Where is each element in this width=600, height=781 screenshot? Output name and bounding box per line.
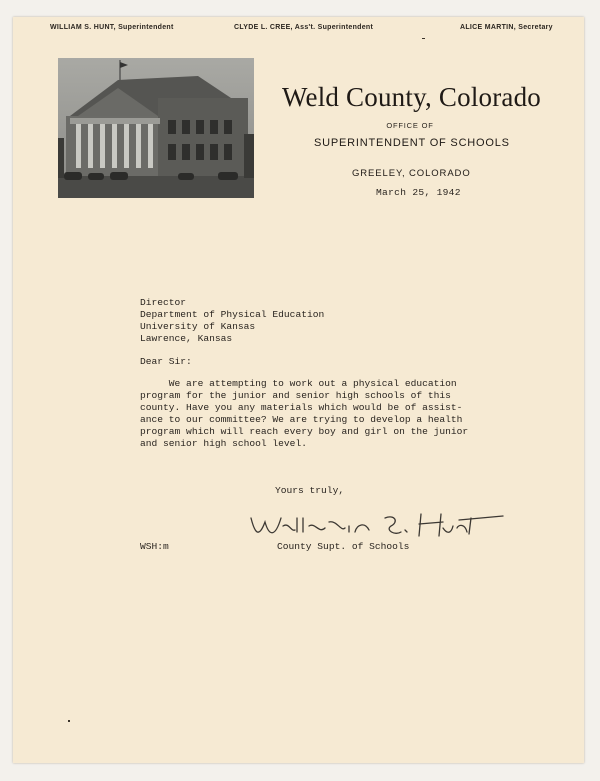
letter-date: March 25, 1942 (376, 187, 461, 198)
city-line: GREELEY, COLORADO (352, 168, 471, 179)
typist-initials: WSH:m (140, 541, 169, 552)
ink-mark (422, 38, 425, 39)
closing: Yours truly, (275, 485, 345, 496)
recipient-line: Lawrence, Kansas (140, 333, 233, 344)
recipient-line: University of Kansas (140, 321, 256, 332)
courthouse-photo (58, 58, 254, 198)
body-line: and senior high school level. (140, 438, 307, 449)
salutation: Dear Sir: (140, 356, 192, 367)
body-line: We are attempting to work out a physical education (140, 378, 457, 389)
office-name: SUPERINTENDENT OF SCHOOLS (314, 137, 510, 149)
recipient-line: Department of Physical Education (140, 309, 325, 320)
office-of-label: OFFICE OF (386, 121, 434, 130)
staff-assistant-superintendent: CLYDE L. CREE, Ass't. Superintendent (234, 24, 374, 31)
ink-dot (68, 720, 70, 722)
body-line: program for the junior and senior high schools of this (140, 390, 451, 401)
body-line: county. Have you any materials which would be of assist- (140, 402, 463, 413)
staff-secretary: ALICE MARTIN, Secretary (460, 24, 553, 31)
body-line: ance to our committee? We are trying to develop a health (140, 414, 463, 425)
organization-name: Weld County, Colorado (282, 82, 541, 112)
signer-title: County Supt. of Schools (277, 541, 410, 552)
body-line: program which will reach every boy and girl on the junior (140, 426, 469, 437)
recipient-line: Director (140, 297, 187, 308)
staff-superintendent: WILLIAM S. HUNT, Superintendent (50, 24, 174, 31)
recipient-address (140, 297, 324, 345)
letter-body (140, 378, 468, 450)
